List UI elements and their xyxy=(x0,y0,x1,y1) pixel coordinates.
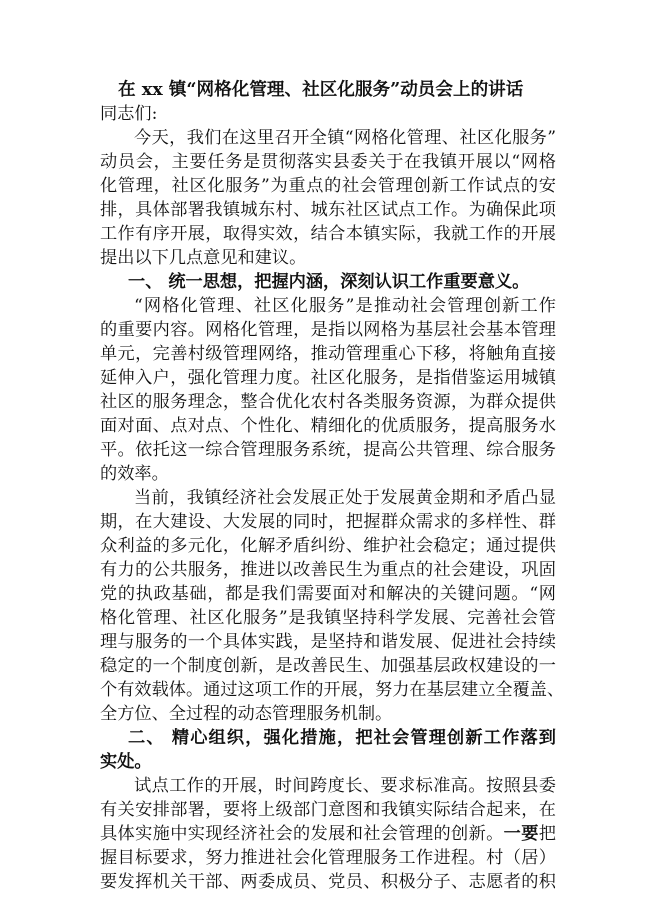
paragraph-line: 个有效载体。通过这项工作的开展，努力在基层建立全覆盖、 xyxy=(100,680,565,700)
paragraph-line: 有力的公共服务，推进以改善民生为重点的社会建设，巩固 xyxy=(100,560,556,580)
paragraph-line: 今天，我们在这里召开全镇“网格化管理、社区化服务” xyxy=(134,128,556,148)
emphasis-yi-yao: 一要 xyxy=(503,824,539,844)
paragraph-line: 的重要内容。网格化管理，是指以网格为基层社会基本管理 xyxy=(100,320,556,340)
paragraph-line: 稳定的一个制度创新，是改善民生、加强基层政权建设的一 xyxy=(100,656,556,676)
section-heading-1: 一、 统一思想，把握内涵，深刻认识工作重要意义。 xyxy=(128,272,530,292)
paragraph-line: 格化管理、社区化服务”是我镇坚持科学发展、完善社会管 xyxy=(100,608,556,628)
paragraph-line: 单元，完善村级管理网络，推动管理重心下移，将触角直接 xyxy=(100,344,556,364)
section-heading-2: 二、 精心组织，强化措施，把社会管理创新工作落到 xyxy=(128,728,556,748)
paragraph-line: 当前，我镇经济社会发展正处于发展黄金期和矛盾凸显 xyxy=(134,488,556,508)
paragraph-line: 理与服务的一个具体实践，是坚持和谐发展、促进社会持续 xyxy=(100,632,556,652)
paragraph-line: 党的执政基础，都是我们需要面对和解决的关键问题。“网 xyxy=(100,584,556,604)
paragraph-line: 动员会，主要任务是贯彻落实县委关于在我镇开展以“网格 xyxy=(100,152,556,172)
paragraph-line: 的效率。 xyxy=(100,464,169,484)
paragraph-line: 提出以下几点意见和建议。 xyxy=(100,248,307,268)
paragraph-line-text: 具体实施中实现经济社会的发展和社会管理的创新。 xyxy=(100,824,504,844)
document-title: 在 xx 镇“网格化管理、社区化服务”动员会上的讲话 xyxy=(118,79,524,100)
paragraph-line: 众利益的多元化，化解矛盾纠纷、维护社会稳定；通过提供 xyxy=(100,536,556,556)
paragraph-line: 排，具体部署我镇城东村、城东社区试点工作。为确保此项 xyxy=(100,200,556,220)
section-heading-2-cont: 实处。 xyxy=(100,752,152,772)
paragraph-line: 社区的服务理念，整合优化农村各类服务资源，为群众提供 xyxy=(100,392,556,412)
paragraph-line: 面对面、点对点、个性化、精细化的优质服务，提高服务水 xyxy=(100,416,556,436)
paragraph-line: 要发挥机关干部、两委成员、党员、积极分子、志愿者的积 xyxy=(100,872,556,892)
paragraph-line: 化管理，社区化服务”为重点的社会管理创新工作试点的安 xyxy=(100,176,556,196)
paragraph-line xyxy=(100,822,556,846)
paragraph-line: 握目标要求，努力推进社会化管理服务工作进程。村（居） xyxy=(100,848,556,868)
paragraph-line: 工作有序开展，取得实效，结合本镇实际，我就工作的开展 xyxy=(100,224,556,244)
paragraph-line: 试点工作的开展，时间跨度长、要求标准高。按照县委 xyxy=(134,776,556,796)
paragraph-line: 期，在大建设、大发展的同时，把握群众需求的多样性、群 xyxy=(100,512,556,532)
paragraph-line: 延伸入户，强化管理力度。社区化服务，是指借鉴运用城镇 xyxy=(100,368,556,388)
salutation: 同志们: xyxy=(100,104,158,124)
paragraph-line: 全方位、全过程的动态管理服务机制。 xyxy=(100,704,393,724)
paragraph-line: “网格化管理、社区化服务”是推动社会管理创新工作 xyxy=(134,296,556,316)
paragraph-line: 有关安排部署，要将上级部门意图和我镇实际结合起来，在 xyxy=(100,800,556,820)
paragraph-line: 平。依托这一综合管理服务系统，提高公共管理、综合服务 xyxy=(100,440,556,460)
paragraph-line-text: 把 xyxy=(538,824,556,844)
